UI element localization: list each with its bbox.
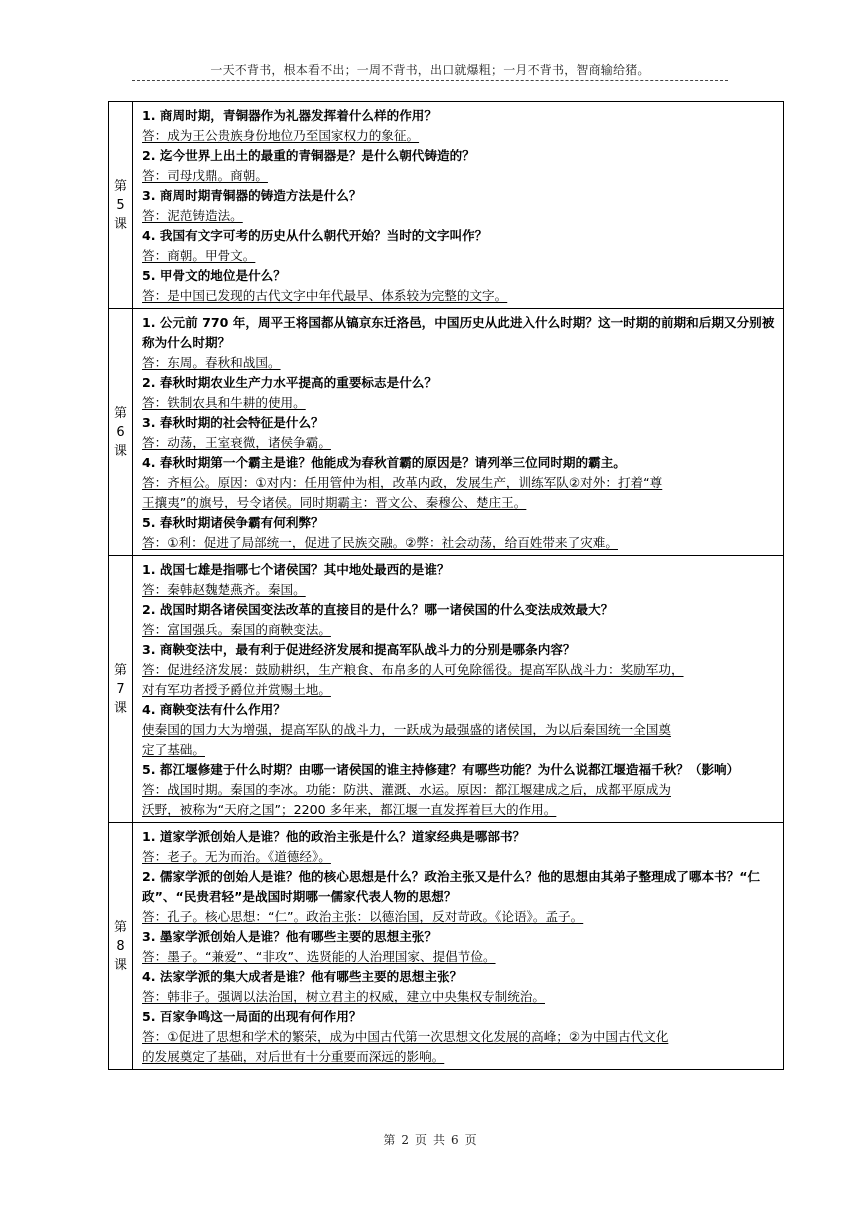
answer-text: 答：商朝。甲骨文。 bbox=[142, 248, 256, 263]
question-text: 1. 公元前 770 年，周平王将国都从镐京东迁洛邑，中国历史从此进入什么时期？这一时期的前期和后期又分别被称为什么时期？ bbox=[142, 315, 775, 350]
lesson-label-char: 7 bbox=[116, 681, 125, 697]
answer-text: 答：铁制农具和牛耕的使用。 bbox=[142, 395, 306, 410]
question-text: 2. 儒家学派的创始人是谁？他的核心思想是什么？政治主张又是什么？他的思想由其弟子整理成了哪本书？“仁政”、“民贵君轻”是战国时期哪一儒家代表人物的思想？ bbox=[142, 869, 761, 904]
footer-page-word: 页 bbox=[414, 1133, 427, 1147]
answer-text: 答：战国时期。秦国的李冰。功能：防洪、灌溉、水运。原因：都江堰建成之后，成都平原成为 bbox=[142, 782, 671, 797]
lesson-label bbox=[109, 556, 133, 823]
answer-text: 答：促进经济发展：鼓励耕织，生产粮食、布帛多的人可免除徭役。提高军队战斗力：奖励军功， bbox=[142, 662, 684, 677]
answer-text: 答：老子。无为而治。《道德经》。 bbox=[142, 849, 331, 864]
question-text: 5. 甲骨文的地位是什么？ bbox=[142, 268, 286, 283]
answer-line bbox=[142, 680, 777, 700]
answer-line bbox=[142, 800, 777, 820]
answer-text: 答：孔子。核心思想：“仁”。政治主张：以德治国，反对苛政。《论语》。孟子。 bbox=[142, 909, 584, 924]
answer-line bbox=[142, 947, 777, 967]
lesson-label-char: 第 bbox=[113, 919, 127, 935]
question-text: 3. 商周时期青铜器的铸造方法是什么？ bbox=[142, 188, 362, 203]
question-text: 4. 春秋时期第一个霸主是谁？他能成为春秋首霸的原因是？请列举三位同时期的霸主。 bbox=[142, 455, 626, 470]
lesson-row bbox=[109, 556, 784, 823]
answer-text: 答：是中国已发现的古代文字中年代最早、体系较为完整的文字。 bbox=[142, 288, 508, 303]
answer-line bbox=[142, 1027, 777, 1047]
lesson-label-char: 第 bbox=[113, 178, 127, 194]
lesson-label-char: 第 bbox=[113, 405, 127, 421]
lesson-label-char: 课 bbox=[113, 957, 127, 973]
lesson-label-char: 课 bbox=[113, 216, 127, 232]
answer-text: 答：齐桓公。原因：①对内：任用管仲为相，改革内政，发展生产，训练军队②对外：打着“尊 bbox=[142, 475, 663, 490]
answer-line bbox=[142, 473, 777, 493]
answer-text: 使秦国的国力大为增强，提高军队的战斗力，一跃成为最强盛的诸侯国，为以后秦国统一全国奠 bbox=[142, 722, 671, 737]
answer-line bbox=[142, 580, 777, 600]
answer-line bbox=[142, 1047, 777, 1067]
lesson-row bbox=[109, 102, 784, 309]
lesson-table bbox=[108, 101, 784, 1070]
footer-total-word: 共 bbox=[433, 1133, 446, 1147]
answer-line bbox=[142, 780, 777, 800]
answer-line bbox=[142, 907, 777, 927]
answer-line bbox=[142, 740, 777, 760]
lesson-label bbox=[109, 309, 133, 556]
question-text: 5. 春秋时期诸侯争霸有何利弊？ bbox=[142, 515, 324, 530]
footer-suffix: 页 bbox=[464, 1133, 477, 1147]
question-text: 1. 战国七雄是指哪七个诸侯国？其中地处最西的是谁？ bbox=[142, 562, 450, 577]
header-motto: 一天不背书，根本看不出；一周不背书，出口就爆粗；一月不背书，智商输给猪。 bbox=[210, 63, 650, 77]
answer-text: 对有军功者授予爵位并赏赐土地。 bbox=[142, 682, 331, 697]
answer-line bbox=[142, 246, 777, 266]
answer-line bbox=[142, 493, 777, 513]
answer-text: 的发展奠定了基础，对后世有十分重要而深远的影响。 bbox=[142, 1049, 445, 1064]
answer-line bbox=[142, 206, 777, 226]
answer-text: 答：动荡，王室衰微，诸侯争霸。 bbox=[142, 435, 331, 450]
answer-line bbox=[142, 353, 777, 373]
lesson-label-char: 课 bbox=[113, 700, 127, 716]
question-text: 4. 商鞅变法有什么作用？ bbox=[142, 702, 286, 717]
lesson-content bbox=[133, 309, 784, 556]
answer-text: 答：①促进了思想和学术的繁荣，成为中国古代第一次思想文化发展的高峰；②为中国古代文化 bbox=[142, 1029, 669, 1044]
question-text: 3. 商鞅变法中，最有利于促进经济发展和提高军队战斗力的分别是哪条内容？ bbox=[142, 642, 576, 657]
question-text: 3. 春秋时期的社会特征是什么？ bbox=[142, 415, 324, 430]
answer-text: 答：司母戊鼎。商朝。 bbox=[142, 168, 268, 183]
header-divider bbox=[132, 80, 728, 81]
footer-page-number: 2 bbox=[401, 1133, 409, 1147]
footer-total-pages: 6 bbox=[451, 1133, 459, 1147]
footer-prefix: 第 bbox=[383, 1133, 396, 1147]
lesson-content bbox=[133, 823, 784, 1070]
lesson-label-char: 5 bbox=[116, 197, 125, 213]
question-text: 4. 法家学派的集大成者是谁？他有哪些主要的思想主张？ bbox=[142, 969, 463, 984]
question-text: 3. 墨家学派创始人是谁？他有哪些主要的思想主张？ bbox=[142, 929, 437, 944]
answer-line bbox=[142, 987, 777, 1007]
answer-text: 答：成为王公贵族身份地位乃至国家权力的象征。 bbox=[142, 128, 420, 143]
answer-text: 答：东周。春秋和战国。 bbox=[142, 355, 281, 370]
lesson-content bbox=[133, 556, 784, 823]
lesson-label-char: 第 bbox=[113, 662, 127, 678]
answer-text: 答：富国强兵。秦国的商鞅变法。 bbox=[142, 622, 331, 637]
lesson-label bbox=[109, 102, 133, 309]
lesson-row bbox=[109, 823, 784, 1070]
question-text: 1. 商周时期，青铜器作为礼器发挥着什么样的作用？ bbox=[142, 108, 437, 123]
page-footer bbox=[0, 1131, 860, 1148]
question-text: 2. 战国时期各诸侯国变法改革的直接目的是什么？哪一诸侯国的什么变法成效最大？ bbox=[142, 602, 614, 617]
answer-line bbox=[142, 660, 777, 680]
answer-line bbox=[142, 720, 777, 740]
answer-text: 定了基础。 bbox=[142, 742, 205, 757]
lesson-label-char: 6 bbox=[116, 424, 125, 440]
answer-line bbox=[142, 433, 777, 453]
lesson-label-char: 课 bbox=[113, 443, 127, 459]
lesson-label bbox=[109, 823, 133, 1070]
answer-line bbox=[142, 166, 777, 186]
answer-text: 答：韩非子。强调以法治国，树立君主的权威，建立中央集权专制统治。 bbox=[142, 989, 545, 1004]
question-text: 5. 百家争鸣这一局面的出现有何作用？ bbox=[142, 1009, 362, 1024]
answer-line bbox=[142, 393, 777, 413]
lesson-label-char: 8 bbox=[116, 938, 125, 954]
question-text: 2. 春秋时期农业生产力水平提高的重要标志是什么？ bbox=[142, 375, 437, 390]
question-text: 4. 我国有文字可考的历史从什么朝代开始？当时的文字叫作？ bbox=[142, 228, 488, 243]
answer-line bbox=[142, 847, 777, 867]
answer-line bbox=[142, 620, 777, 640]
answer-line bbox=[142, 286, 777, 306]
answer-text: 答：泥范铸造法。 bbox=[142, 208, 243, 223]
answer-text: 答：秦韩赵魏楚燕齐。秦国。 bbox=[142, 582, 306, 597]
answer-text: 沃野，被称为“天府之国”；2200 多年来，都江堰一直发挥着巨大的作用。 bbox=[142, 802, 557, 817]
lesson-content bbox=[133, 102, 784, 309]
question-text: 1. 道家学派创始人是谁？他的政治主张是什么？道家经典是哪部书？ bbox=[142, 829, 526, 844]
answer-line bbox=[142, 533, 777, 553]
question-text: 5. 都江堰修建于什么时期？由哪一诸侯国的谁主持修建？有哪些功能？为什么说都江堰造福千秋？（影响） bbox=[142, 762, 740, 777]
answer-line bbox=[142, 126, 777, 146]
question-text: 2. 迄今世界上出土的最重的青铜器是？是什么朝代铸造的？ bbox=[142, 148, 475, 163]
lesson-row bbox=[109, 309, 784, 556]
answer-text: 答：墨子。“兼爱”、“非攻”、选贤能的人治理国家、提倡节俭。 bbox=[142, 949, 496, 964]
answer-text: 答：①利：促进了局部统一，促进了民族交融。②弊：社会动荡，给百姓带来了灾难。 bbox=[142, 535, 618, 550]
answer-text: 王攘夷”的旗号，号令诸侯。同时期霸主：晋文公、秦穆公、楚庄王。 bbox=[142, 495, 527, 510]
